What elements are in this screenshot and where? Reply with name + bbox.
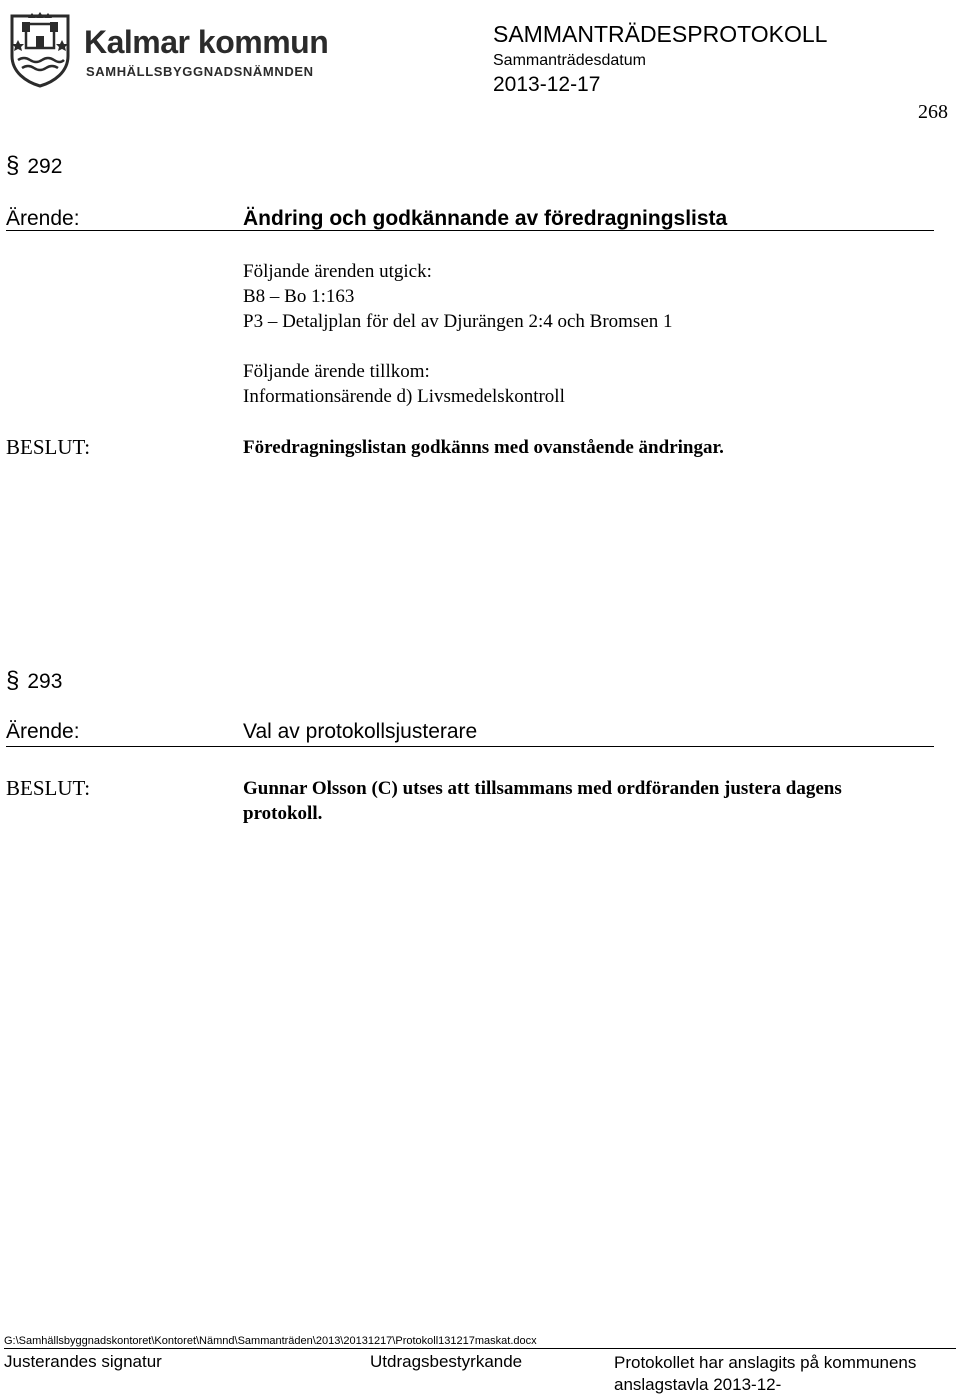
paragraph-number: 292 xyxy=(27,155,63,178)
arende-title: Ändring och godkännande av föredragningslista xyxy=(243,207,728,230)
section-body-292 xyxy=(243,259,673,409)
organization-name: Kalmar kommun xyxy=(84,24,329,60)
paragraph-heading-292 xyxy=(6,152,62,180)
page-number: 268 xyxy=(918,101,948,123)
meeting-date-label: Sammanträdesdatum xyxy=(493,52,646,69)
protocol-title: SAMMANTRÄDESPROTOKOLL xyxy=(493,21,828,47)
beslut-text: Gunnar Olsson (C) utses att tillsammans med ordföranden justera dagens protokoll. xyxy=(243,778,842,824)
organization-department: SAMHÄLLSBYGGNADSNÄMNDEN xyxy=(86,64,314,79)
beslut-text: Föredragningslistan godkänns med ovanstående ändringar. xyxy=(243,437,724,458)
arende-underline xyxy=(6,746,934,747)
posting-notice-line: Protokollet har anslagits på kommunens xyxy=(614,1353,917,1372)
paragraph-symbol: § xyxy=(6,152,20,179)
meeting-date: 2013-12-17 xyxy=(493,73,601,96)
signature-label: Justerandes signatur xyxy=(4,1352,162,1371)
municipal-coat-of-arms-icon xyxy=(8,12,72,88)
paragraph-number: 293 xyxy=(27,670,63,693)
body-line: Informationsärende d) Livsmedelskontroll xyxy=(243,386,565,407)
footer-divider xyxy=(4,1348,956,1349)
arende-title: Val av protokollsjusterare xyxy=(243,720,478,743)
beslut-label: BESLUT: xyxy=(6,776,91,800)
extract-certification-label: Utdragsbestyrkande xyxy=(370,1352,523,1371)
body-line: Följande ärenden utgick: xyxy=(243,261,432,282)
paragraph-symbol: § xyxy=(6,667,20,694)
paragraph-heading-293 xyxy=(6,667,62,695)
body-line: B8 – Bo 1:163 xyxy=(243,286,355,307)
arende-label: Ärende: xyxy=(6,207,80,230)
arende-label: Ärende: xyxy=(6,720,80,743)
body-line: Följande ärende tillkom: xyxy=(243,361,430,382)
posting-notice xyxy=(614,1352,916,1396)
beslut-label: BESLUT: xyxy=(6,435,91,459)
body-line: P3 – Detaljplan för del av Djurängen 2:4 och Bromsen 1 xyxy=(243,311,673,332)
posting-notice-line: anslagstavla 2013-12- xyxy=(614,1375,782,1394)
document-file-path: G:\Samhällsbyggnadskontoret\Kontoret\Nämnd\Sammanträden\2013\20131217\Protokoll131217maskat.docx xyxy=(4,1335,537,1347)
